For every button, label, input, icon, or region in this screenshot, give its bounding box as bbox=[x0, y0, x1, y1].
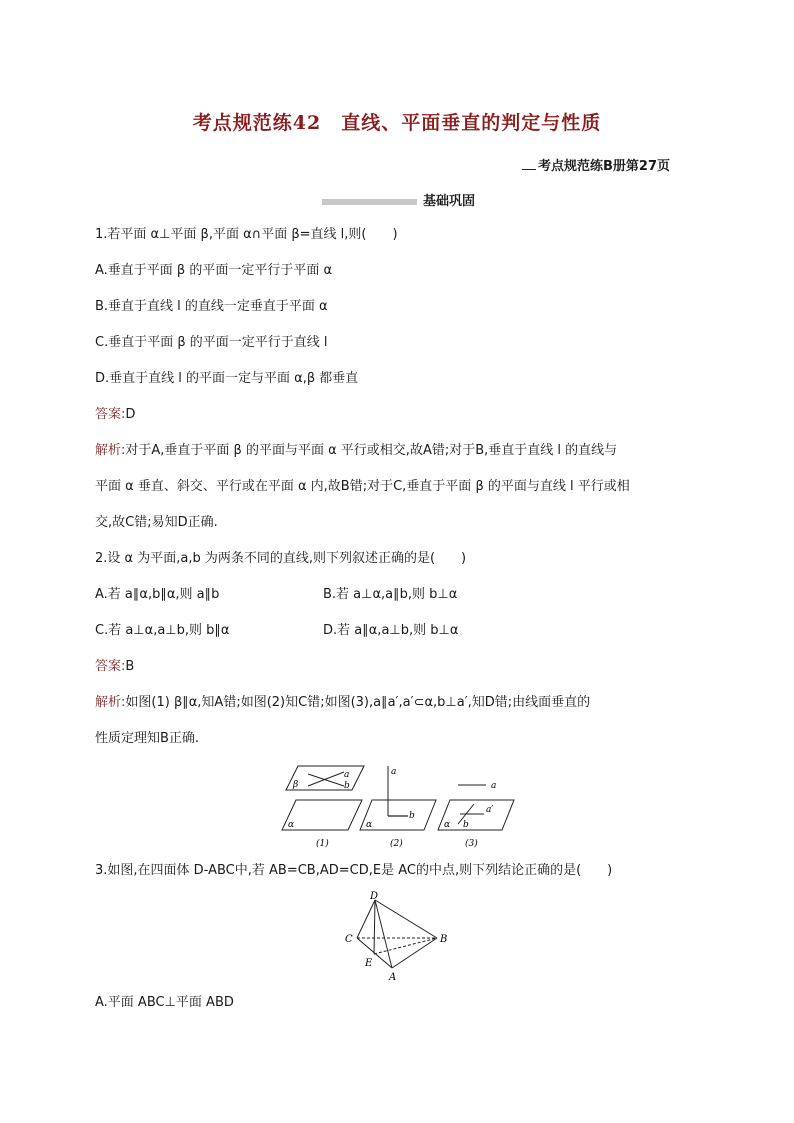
vertex-A: A bbox=[389, 972, 397, 983]
fig2-caption: (2) bbox=[390, 839, 403, 849]
edge-AB bbox=[392, 938, 437, 968]
vertex-B: B bbox=[440, 934, 448, 945]
q1-option-d: D.垂直于直线 l 的平面一定与平面 α,β 都垂直 bbox=[95, 371, 359, 386]
analysis-text: 如图(1) β∥α,知A错;如图(2)知C错;如图(3),a∥a′,a′⊂α,b⊥a′,知D错;由线面垂直的 bbox=[125, 695, 591, 710]
label-a-prime: a′ bbox=[486, 805, 494, 815]
edge-DE bbox=[374, 900, 375, 954]
answer-label: 答案: bbox=[95, 407, 126, 422]
answer-value: B bbox=[125, 659, 135, 674]
section-heading bbox=[322, 190, 475, 209]
q1-analysis-line-2: 平面 α 垂直、斜交、平行或在平面 α 内,故B错;对于C,垂直于平面 β 的平面与直线 l 平行或相 bbox=[95, 479, 630, 494]
label-alpha-3: α bbox=[444, 820, 451, 830]
label-a: a bbox=[344, 770, 350, 780]
label-b-3: b bbox=[463, 820, 469, 830]
vertex-C: C bbox=[345, 934, 353, 945]
vertex-D: D bbox=[370, 891, 379, 902]
q2-option-b: B.若 a⊥α,a∥b,则 b⊥α bbox=[323, 587, 458, 602]
label-b: b bbox=[344, 781, 350, 791]
reference-text: 考点规范练B册第27页 bbox=[538, 159, 670, 174]
label-b-2: b bbox=[409, 811, 415, 821]
q1-option-b: B.垂直于直线 l 的直线一定垂直于平面 α bbox=[95, 299, 328, 314]
underline-mark bbox=[522, 169, 536, 170]
label-beta: β bbox=[293, 780, 299, 790]
q2-analysis-line-1 bbox=[95, 694, 590, 712]
q1-answer bbox=[95, 406, 135, 424]
label-alpha-2: α bbox=[366, 820, 373, 830]
answer-label: 答案: bbox=[95, 659, 126, 674]
q1-option-c: C.垂直于平面 β 的平面一定平行于直线 l bbox=[95, 335, 328, 350]
q2-stem: 2.设 α 为平面,a,b 为两条不同的直线,则下列叙述正确的是( ) bbox=[95, 551, 467, 566]
q2-option-a: A.若 a∥α,b∥α,则 a∥b bbox=[95, 587, 220, 602]
page-reference bbox=[522, 155, 670, 174]
q1-analysis-line-1 bbox=[95, 442, 617, 460]
section-bar bbox=[322, 199, 417, 205]
section-title: 基础巩固 bbox=[423, 194, 476, 209]
q2-option-c: C.若 a⊥α,a⊥b,则 b∥α bbox=[95, 623, 230, 638]
edge-DB bbox=[375, 900, 437, 938]
edge-DA bbox=[375, 900, 392, 968]
edge-DC bbox=[357, 900, 375, 938]
edge-EB bbox=[374, 938, 437, 954]
q3-tetrahedron-figure bbox=[340, 890, 460, 985]
q1-analysis-line-3: 交,故C错;易知D正确. bbox=[95, 515, 218, 530]
analysis-text: 对于A,垂直于平面 β 的平面与平面 α 平行或相交,故A错;对于B,垂直于直线 l 的直线与 bbox=[125, 443, 618, 458]
label-a-2: a bbox=[391, 767, 397, 777]
label-alpha-1: α bbox=[288, 820, 295, 830]
q3-option-a: A.平面 ABC⊥平面 ABD bbox=[95, 995, 234, 1010]
fig1-caption: (1) bbox=[316, 839, 329, 849]
q3-stem: 3.如图,在四面体 D-ABC中,若 AB=CB,AD=CD,E是 AC的中点,则下列结论正确的是( ) bbox=[95, 863, 613, 878]
vertex-E: E bbox=[365, 958, 373, 969]
q2-figure bbox=[278, 760, 518, 852]
analysis-label: 解析: bbox=[95, 695, 126, 710]
q2-answer bbox=[95, 658, 134, 676]
fig3-caption: (3) bbox=[465, 839, 478, 849]
label-a-3: a bbox=[491, 781, 497, 791]
q2-analysis-line-2: 性质定理知B正确. bbox=[95, 731, 200, 746]
q1-option-a: A.垂直于平面 β 的平面一定平行于平面 α bbox=[95, 263, 333, 278]
answer-value: D bbox=[125, 407, 136, 422]
q2-option-d: D.若 a∥α,a⊥b,则 b⊥α bbox=[323, 623, 459, 638]
analysis-label: 解析: bbox=[95, 443, 126, 458]
q1-stem: 1.若平面 α⊥平面 β,平面 α∩平面 β=直线 l,则( ) bbox=[95, 227, 398, 242]
page-title: 考点规范练42 直线、平面垂直的判定与性质 bbox=[192, 112, 602, 134]
